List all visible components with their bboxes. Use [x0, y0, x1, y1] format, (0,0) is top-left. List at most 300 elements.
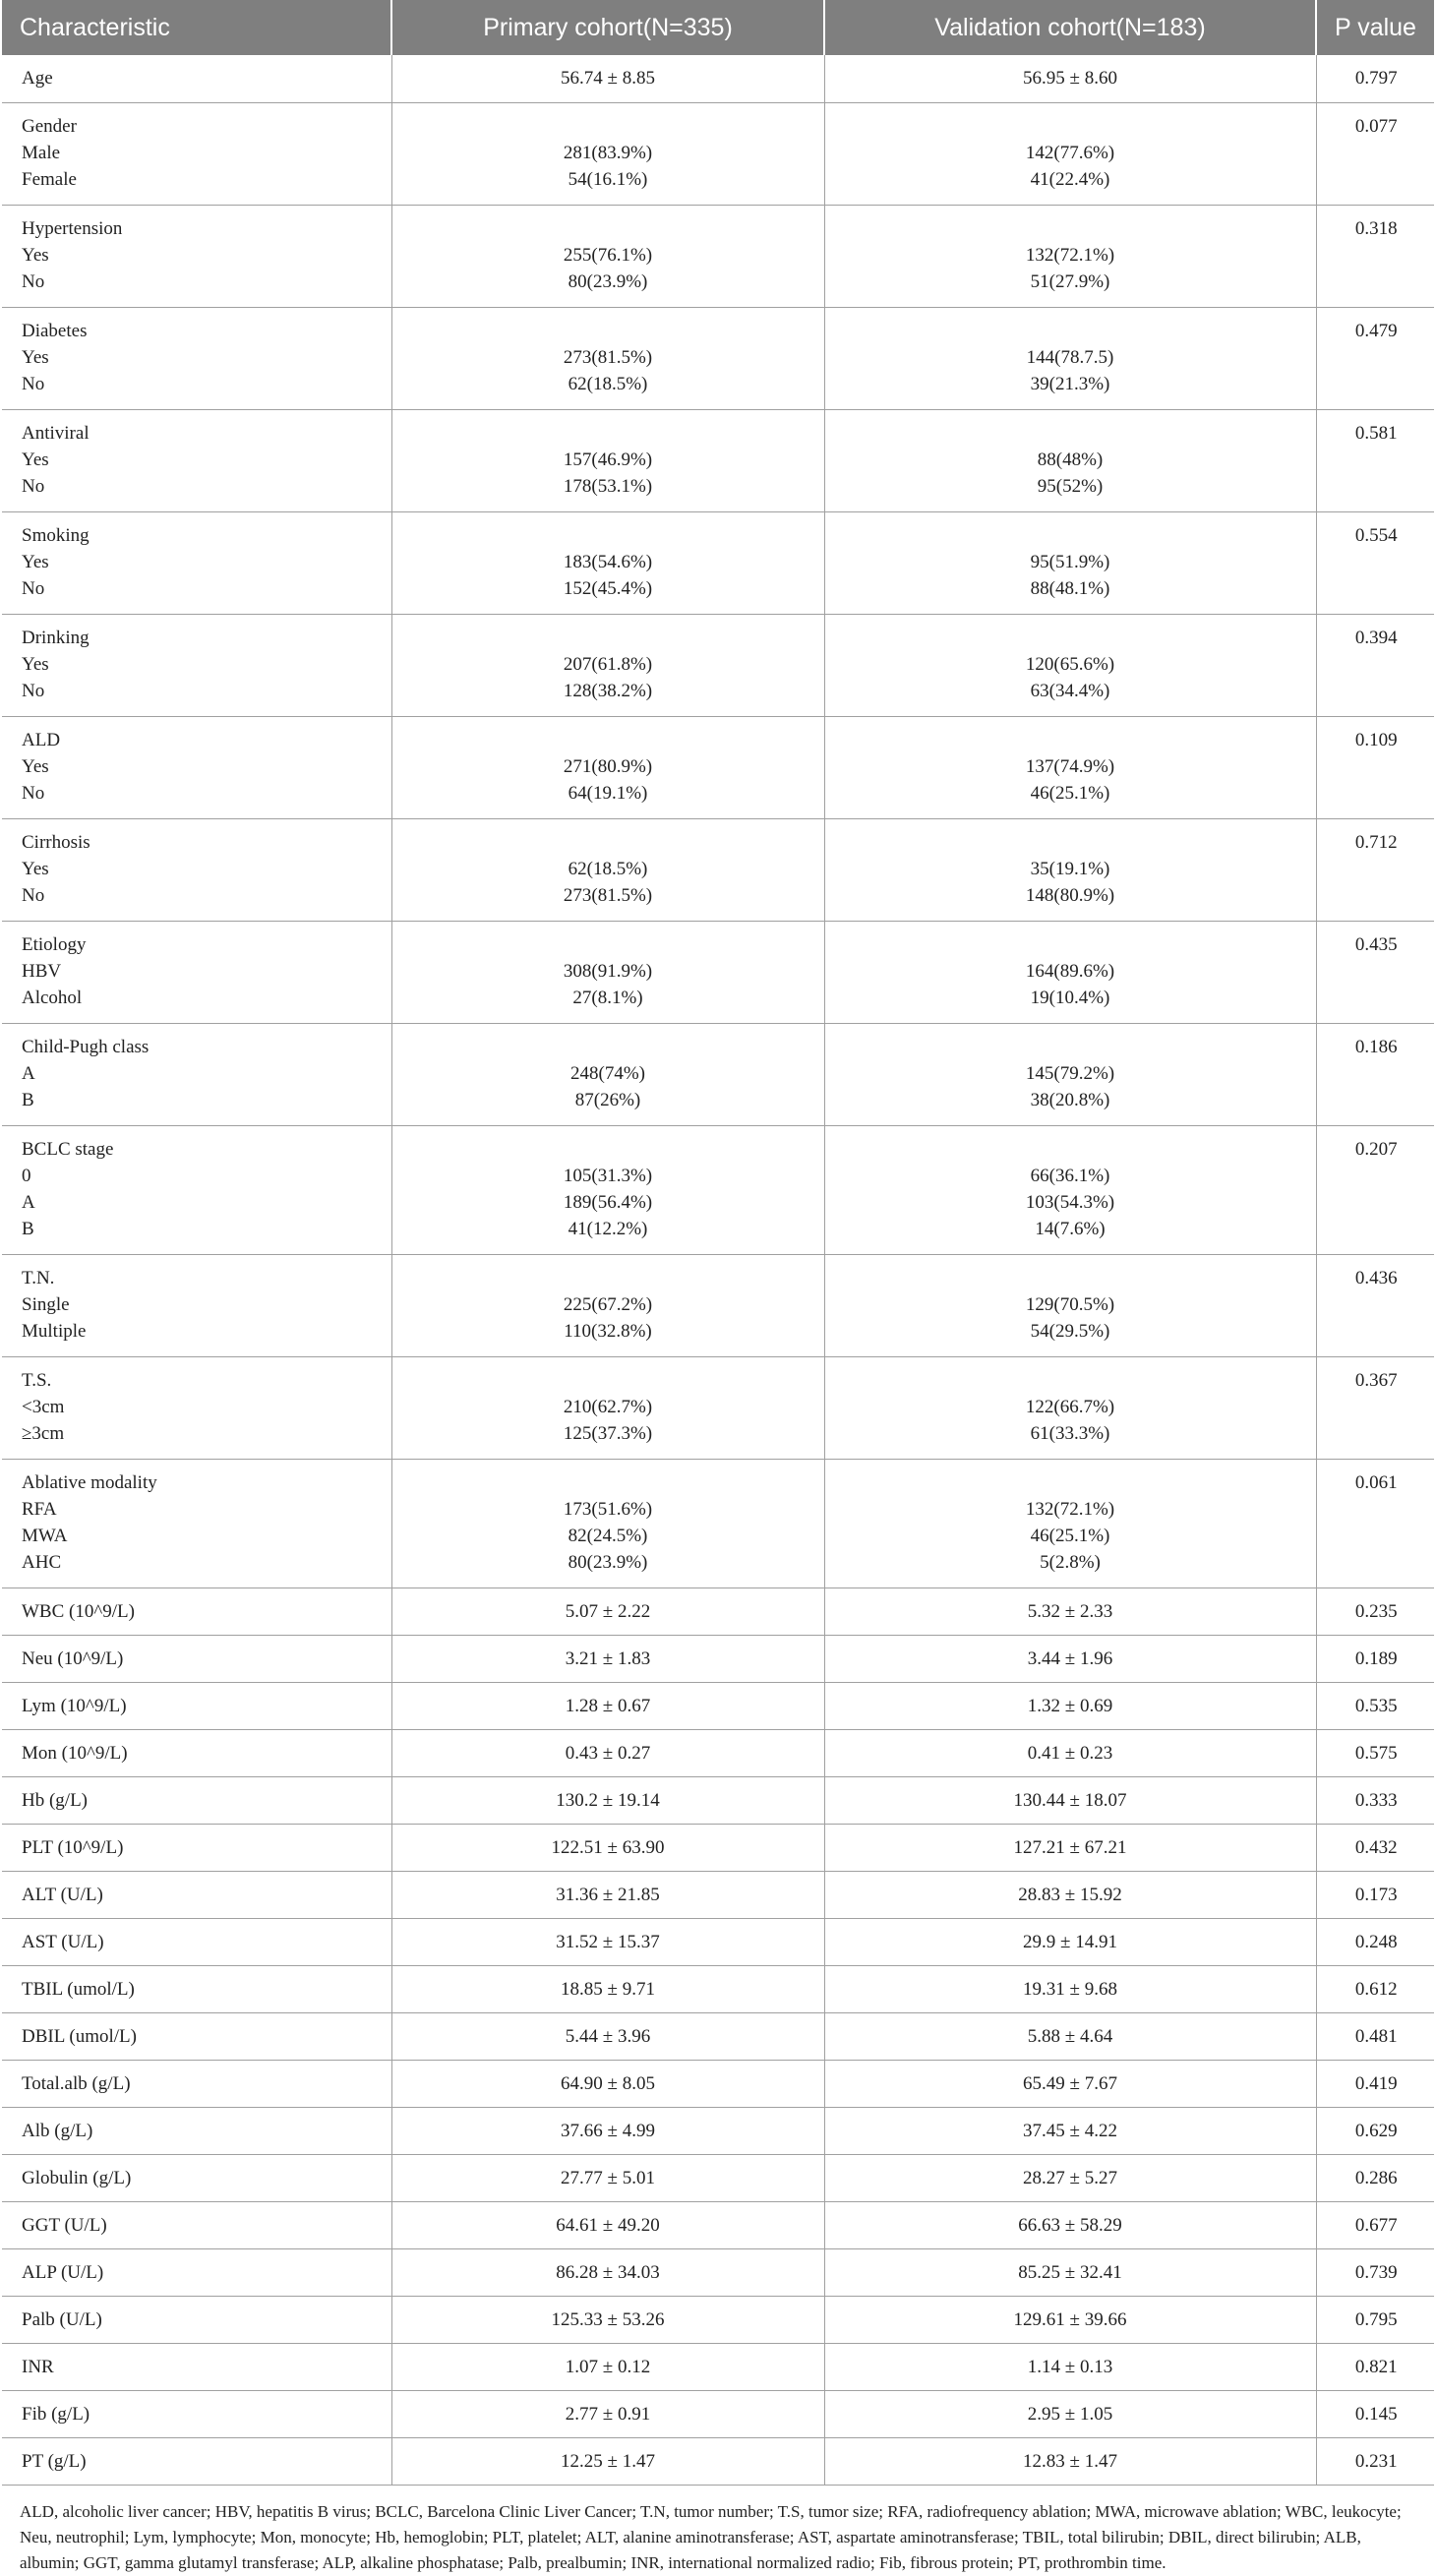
- table-row: [2, 2248, 1434, 2296]
- row-spacer: [825, 931, 1316, 958]
- table-row: [2, 1459, 1434, 1588]
- primary-value: 125(37.3%): [563, 1422, 653, 1444]
- validation-value: 51(27.9%): [1030, 270, 1110, 292]
- validation-cohort-cell: [824, 1459, 1316, 1588]
- p-value: 0.318: [1354, 217, 1398, 239]
- primary-value: 80(23.9%): [568, 1551, 648, 1573]
- table-row: [2, 1023, 1434, 1125]
- primary-value: 64(19.1%): [568, 782, 648, 804]
- validation-value: 132(72.1%): [1025, 1498, 1115, 1520]
- primary-cohort-cell: [391, 1729, 824, 1776]
- validation-value: 29.9 ± 14.91: [1023, 1931, 1117, 1952]
- p-value-cell: [1316, 921, 1434, 1023]
- row-spacer: [392, 1034, 824, 1060]
- p-value: 0.173: [1354, 1884, 1398, 1905]
- primary-value: 210(62.7%): [563, 1396, 653, 1417]
- table-row: [2, 409, 1434, 511]
- validation-value: 127.21 ± 67.21: [1013, 1836, 1127, 1858]
- characteristic-cell: [2, 818, 391, 921]
- primary-value: 12.25 ± 1.47: [561, 2450, 655, 2472]
- validation-cohort-cell: [824, 1588, 1316, 1635]
- validation-value: 130.44 ± 18.07: [1013, 1789, 1127, 1811]
- validation-value: 142(77.6%): [1025, 142, 1115, 163]
- row-spacer: [825, 318, 1316, 344]
- p-value-cell: [1316, 1635, 1434, 1682]
- validation-cohort-cell: [824, 614, 1316, 716]
- validation-value: 0.41 ± 0.23: [1027, 1742, 1113, 1764]
- primary-value: 82(24.5%): [568, 1525, 648, 1546]
- characteristic-cell: [2, 2154, 391, 2201]
- primary-value: 87(26%): [574, 1089, 641, 1110]
- header-row: [2, 0, 1434, 55]
- table-row: [2, 2012, 1434, 2060]
- validation-cohort-cell: [824, 1918, 1316, 1965]
- validation-cohort-cell: [824, 2060, 1316, 2107]
- primary-value: 2.77 ± 0.91: [565, 2403, 651, 2425]
- primary-value: 122.51 ± 63.90: [551, 1836, 665, 1858]
- validation-cohort-cell: [824, 1682, 1316, 1729]
- characteristic-label: T.N.: [22, 1267, 55, 1288]
- primary-cohort-cell: [391, 409, 824, 511]
- characteristic-cell: [2, 1682, 391, 1729]
- primary-cohort-cell: [391, 2154, 824, 2201]
- characteristic-cell: [2, 1356, 391, 1459]
- p-value: 0.367: [1354, 1369, 1398, 1391]
- primary-value: 62(18.5%): [568, 858, 648, 879]
- p-value-cell: [1316, 1125, 1434, 1254]
- p-value: 0.712: [1354, 831, 1398, 853]
- characteristic-label: Hb (g/L): [22, 1789, 89, 1811]
- header-validation-cohort: Validation cohort(N=183): [824, 0, 1316, 55]
- row-spacer: [392, 522, 824, 549]
- primary-value: 248(74%): [570, 1062, 645, 1084]
- primary-value: 255(76.1%): [563, 244, 653, 266]
- subcategory-label: HBV: [22, 960, 62, 982]
- p-value: 0.419: [1354, 2072, 1398, 2094]
- validation-value: 5.88 ± 4.64: [1027, 2025, 1113, 2047]
- characteristic-label: AST (U/L): [22, 1931, 104, 1952]
- p-value-cell: [1316, 2107, 1434, 2154]
- validation-cohort-cell: [824, 818, 1316, 921]
- p-value: 0.739: [1354, 2261, 1398, 2283]
- validation-value: 95(51.9%): [1030, 551, 1110, 572]
- subcategory-label: Yes: [22, 244, 49, 266]
- characteristic-label: Smoking: [22, 524, 90, 546]
- p-value-cell: [1316, 409, 1434, 511]
- primary-value: 271(80.9%): [563, 755, 653, 777]
- characteristic-cell: [2, 2296, 391, 2343]
- row-spacer: [825, 727, 1316, 753]
- p-value: 0.248: [1354, 1931, 1398, 1952]
- table-row: [2, 1356, 1434, 1459]
- validation-value: 46(25.1%): [1030, 1525, 1110, 1546]
- validation-value: 88(48.1%): [1030, 577, 1110, 599]
- primary-cohort-cell: [391, 818, 824, 921]
- validation-value: 103(54.3%): [1025, 1191, 1115, 1213]
- primary-value: 273(81.5%): [563, 884, 653, 906]
- validation-value: 122(66.7%): [1025, 1396, 1115, 1417]
- validation-cohort-cell: [824, 716, 1316, 818]
- p-value: 0.795: [1354, 2308, 1398, 2330]
- p-value-cell: [1316, 716, 1434, 818]
- validation-value: 35(19.1%): [1030, 858, 1110, 879]
- characteristic-label: Fib (g/L): [22, 2403, 90, 2425]
- characteristic-cell: [2, 2343, 391, 2390]
- p-value-cell: [1316, 102, 1434, 205]
- validation-cohort-cell: [824, 409, 1316, 511]
- table-row: [2, 1125, 1434, 1254]
- characteristic-label: Child-Pugh class: [22, 1036, 150, 1057]
- validation-value: 129(70.5%): [1025, 1293, 1115, 1315]
- primary-cohort-cell: [391, 2248, 824, 2296]
- table-row: [2, 2390, 1434, 2437]
- subcategory-label: Yes: [22, 449, 49, 470]
- characteristic-cell: [2, 2437, 391, 2485]
- primary-value: 178(53.1%): [563, 475, 653, 497]
- validation-value: 56.95 ± 8.60: [1023, 68, 1117, 89]
- validation-value: 61(33.3%): [1030, 1422, 1110, 1444]
- characteristic-cell: [2, 409, 391, 511]
- p-value: 0.575: [1354, 1742, 1398, 1764]
- subcategory-label: AHC: [22, 1551, 62, 1573]
- primary-value: 207(61.8%): [563, 653, 653, 675]
- validation-value: 1.32 ± 0.69: [1027, 1695, 1113, 1716]
- primary-cohort-cell: [391, 1682, 824, 1729]
- primary-value: 5.44 ± 3.96: [565, 2025, 651, 2047]
- p-value: 0.677: [1354, 2214, 1398, 2236]
- validation-value: 95(52%): [1037, 475, 1104, 497]
- subcategory-label: Yes: [22, 755, 49, 777]
- primary-value: 110(32.8%): [564, 1320, 652, 1342]
- validation-value: 120(65.6%): [1025, 653, 1115, 675]
- p-value-cell: [1316, 1023, 1434, 1125]
- p-value-cell: [1316, 818, 1434, 921]
- primary-value: 3.21 ± 1.83: [565, 1647, 651, 1669]
- row-spacer: [825, 1034, 1316, 1060]
- primary-cohort-cell: [391, 1254, 824, 1356]
- p-value-cell: [1316, 511, 1434, 614]
- characteristic-cell: [2, 2390, 391, 2437]
- validation-value: 14(7.6%): [1035, 1218, 1106, 1239]
- validation-value: 37.45 ± 4.22: [1023, 2120, 1117, 2141]
- primary-cohort-cell: [391, 205, 824, 307]
- p-value-cell: [1316, 2012, 1434, 2060]
- p-value: 0.394: [1354, 627, 1398, 648]
- validation-cohort-cell: [824, 1356, 1316, 1459]
- validation-cohort-cell: [824, 2012, 1316, 2060]
- table-row: [2, 2296, 1434, 2343]
- validation-value: 63(34.4%): [1030, 680, 1110, 701]
- row-spacer: [825, 1265, 1316, 1291]
- primary-value: 27(8.1%): [572, 987, 643, 1008]
- characteristic-label: Lym (10^9/L): [22, 1695, 127, 1716]
- primary-value: 273(81.5%): [563, 346, 653, 368]
- primary-cohort-cell: [391, 2390, 824, 2437]
- row-spacer: [825, 522, 1316, 549]
- characteristic-label: Hypertension: [22, 217, 123, 239]
- row-spacer: [392, 1265, 824, 1291]
- characteristic-label: PLT (10^9/L): [22, 1836, 124, 1858]
- p-value: 0.554: [1354, 524, 1398, 546]
- characteristic-cell: [2, 2060, 391, 2107]
- p-value: 0.436: [1354, 1267, 1398, 1288]
- validation-value: 85.25 ± 32.41: [1018, 2261, 1122, 2283]
- p-value-cell: [1316, 1459, 1434, 1588]
- validation-cohort-cell: [824, 205, 1316, 307]
- row-spacer: [392, 318, 824, 344]
- primary-value: 31.36 ± 21.85: [556, 1884, 660, 1905]
- characteristics-table: [2, 0, 1434, 2486]
- validation-cohort-cell: [824, 55, 1316, 102]
- characteristic-label: T.S.: [22, 1369, 52, 1391]
- primary-value: 27.77 ± 5.01: [561, 2167, 655, 2188]
- characteristic-cell: [2, 2201, 391, 2248]
- primary-cohort-cell: [391, 1824, 824, 1871]
- table-row: [2, 2107, 1434, 2154]
- validation-value: 66.63 ± 58.29: [1018, 2214, 1122, 2236]
- primary-value: 18.85 ± 9.71: [561, 1978, 655, 2000]
- table-row: [2, 1254, 1434, 1356]
- validation-cohort-cell: [824, 511, 1316, 614]
- primary-cohort-cell: [391, 1125, 824, 1254]
- validation-value: 46(25.1%): [1030, 782, 1110, 804]
- characteristic-label: Antiviral: [22, 422, 90, 444]
- table-row: [2, 511, 1434, 614]
- table-row: [2, 102, 1434, 205]
- validation-value: 2.95 ± 1.05: [1027, 2403, 1113, 2425]
- characteristic-label: Palb (U/L): [22, 2308, 102, 2330]
- characteristic-label: WBC (10^9/L): [22, 1600, 135, 1622]
- p-value-cell: [1316, 1871, 1434, 1918]
- p-value-cell: [1316, 1729, 1434, 1776]
- primary-value: 130.2 ± 19.14: [556, 1789, 660, 1811]
- p-value-cell: [1316, 2060, 1434, 2107]
- characteristic-cell: [2, 1588, 391, 1635]
- row-spacer: [825, 1469, 1316, 1496]
- subcategory-label: No: [22, 680, 45, 701]
- table-row: [2, 2343, 1434, 2390]
- primary-cohort-cell: [391, 1871, 824, 1918]
- p-value: 0.189: [1354, 1647, 1398, 1669]
- validation-cohort-cell: [824, 1023, 1316, 1125]
- p-value: 0.286: [1354, 2167, 1398, 2188]
- characteristic-label: Gender: [22, 115, 77, 137]
- validation-value: 28.83 ± 15.92: [1018, 1884, 1122, 1905]
- table-row: [2, 2154, 1434, 2201]
- subcategory-label: A: [22, 1062, 35, 1084]
- characteristic-cell: [2, 1965, 391, 2012]
- table-row: [2, 55, 1434, 102]
- primary-cohort-cell: [391, 1776, 824, 1824]
- primary-cohort-cell: [391, 2296, 824, 2343]
- row-spacer: [825, 420, 1316, 447]
- header-p-value: P value: [1316, 0, 1434, 55]
- row-spacer: [825, 113, 1316, 140]
- characteristic-label: Ablative modality: [22, 1471, 157, 1493]
- characteristic-label: Alb (g/L): [22, 2120, 93, 2141]
- p-value: 0.535: [1354, 1695, 1398, 1716]
- characteristic-cell: [2, 55, 391, 102]
- characteristic-label: ALT (U/L): [22, 1884, 103, 1905]
- characteristic-label: Cirrhosis: [22, 831, 90, 853]
- table-row: [2, 1635, 1434, 1682]
- primary-cohort-cell: [391, 921, 824, 1023]
- primary-cohort-cell: [391, 2343, 824, 2390]
- validation-cohort-cell: [824, 1125, 1316, 1254]
- subcategory-label: MWA: [22, 1525, 68, 1546]
- p-value: 0.479: [1354, 320, 1398, 341]
- primary-value: 54(16.1%): [568, 168, 648, 190]
- subcategory-label: B: [22, 1218, 34, 1239]
- validation-cohort-cell: [824, 102, 1316, 205]
- row-spacer: [392, 625, 824, 651]
- validation-value: 28.27 ± 5.27: [1023, 2167, 1117, 2188]
- primary-cohort-cell: [391, 2201, 824, 2248]
- primary-value: 173(51.6%): [563, 1498, 653, 1520]
- p-value: 0.629: [1354, 2120, 1398, 2141]
- validation-cohort-cell: [824, 2343, 1316, 2390]
- characteristic-cell: [2, 1871, 391, 1918]
- p-value: 0.186: [1354, 1036, 1398, 1057]
- p-value: 0.581: [1354, 422, 1398, 444]
- characteristic-cell: [2, 511, 391, 614]
- table-row: [2, 1776, 1434, 1824]
- primary-value: 41(12.2%): [568, 1218, 648, 1239]
- table-row: [2, 1871, 1434, 1918]
- subcategory-label: No: [22, 270, 45, 292]
- p-value: 0.145: [1354, 2403, 1398, 2425]
- validation-value: 145(79.2%): [1025, 1062, 1115, 1084]
- characteristic-cell: [2, 2107, 391, 2154]
- primary-value: 281(83.9%): [563, 142, 653, 163]
- p-value-cell: [1316, 1965, 1434, 2012]
- validation-value: 148(80.9%): [1025, 884, 1115, 906]
- p-value-cell: [1316, 307, 1434, 409]
- table-row: [2, 205, 1434, 307]
- primary-cohort-cell: [391, 2060, 824, 2107]
- primary-cohort-cell: [391, 1023, 824, 1125]
- row-spacer: [392, 829, 824, 856]
- validation-value: 132(72.1%): [1025, 244, 1115, 266]
- primary-cohort-cell: [391, 1588, 824, 1635]
- characteristic-cell: [2, 1824, 391, 1871]
- subcategory-label: ≥3cm: [22, 1422, 65, 1444]
- p-value: 0.435: [1354, 933, 1398, 955]
- subcategory-label: RFA: [22, 1498, 57, 1520]
- table-row: [2, 1588, 1434, 1635]
- validation-cohort-cell: [824, 2296, 1316, 2343]
- p-value-cell: [1316, 1682, 1434, 1729]
- validation-value: 137(74.9%): [1025, 755, 1115, 777]
- table-row: [2, 716, 1434, 818]
- validation-value: 39(21.3%): [1030, 373, 1110, 394]
- primary-value: 64.90 ± 8.05: [561, 2072, 655, 2094]
- subcategory-label: No: [22, 782, 45, 804]
- validation-value: 65.49 ± 7.67: [1023, 2072, 1117, 2094]
- validation-cohort-cell: [824, 2201, 1316, 2248]
- primary-cohort-cell: [391, 1965, 824, 2012]
- primary-value: 125.33 ± 53.26: [551, 2308, 665, 2330]
- p-value-cell: [1316, 2248, 1434, 2296]
- p-value-cell: [1316, 2390, 1434, 2437]
- validation-value: 12.83 ± 1.47: [1023, 2450, 1117, 2472]
- primary-value: 105(31.3%): [563, 1165, 653, 1186]
- subcategory-label: Yes: [22, 653, 49, 675]
- table-row: [2, 1965, 1434, 2012]
- subcategory-label: No: [22, 577, 45, 599]
- p-value-cell: [1316, 2201, 1434, 2248]
- characteristic-label: Globulin (g/L): [22, 2167, 132, 2188]
- characteristic-cell: [2, 716, 391, 818]
- primary-cohort-cell: [391, 511, 824, 614]
- p-value: 0.231: [1354, 2450, 1398, 2472]
- characteristic-label: INR: [22, 2356, 54, 2377]
- validation-cohort-cell: [824, 307, 1316, 409]
- p-value-cell: [1316, 205, 1434, 307]
- row-spacer: [392, 727, 824, 753]
- p-value: 0.061: [1354, 1471, 1398, 1493]
- p-value-cell: [1316, 2343, 1434, 2390]
- primary-value: 189(56.4%): [563, 1191, 653, 1213]
- validation-cohort-cell: [824, 2154, 1316, 2201]
- table-row: [2, 2060, 1434, 2107]
- p-value-cell: [1316, 55, 1434, 102]
- characteristic-label: ALP (U/L): [22, 2261, 104, 2283]
- validation-value: 1.14 ± 0.13: [1027, 2356, 1113, 2377]
- characteristic-cell: [2, 1254, 391, 1356]
- characteristic-label: Drinking: [22, 627, 90, 648]
- subcategory-label: 0: [22, 1165, 31, 1186]
- header-primary-cohort: Primary cohort(N=335): [391, 0, 824, 55]
- primary-value: 80(23.9%): [568, 270, 648, 292]
- validation-cohort-cell: [824, 1729, 1316, 1776]
- primary-value: 56.74 ± 8.85: [561, 68, 655, 89]
- row-spacer: [392, 420, 824, 447]
- table-row: [2, 1729, 1434, 1776]
- primary-value: 5.07 ± 2.22: [565, 1600, 651, 1622]
- validation-value: 3.44 ± 1.96: [1027, 1647, 1113, 1669]
- validation-value: 41(22.4%): [1030, 168, 1110, 190]
- validation-cohort-cell: [824, 2390, 1316, 2437]
- table-row: [2, 2201, 1434, 2248]
- subcategory-label: Multiple: [22, 1320, 87, 1342]
- p-value: 0.235: [1354, 1600, 1398, 1622]
- p-value-cell: [1316, 1254, 1434, 1356]
- validation-cohort-cell: [824, 2107, 1316, 2154]
- p-value-cell: [1316, 1588, 1434, 1635]
- subcategory-label: B: [22, 1089, 34, 1110]
- primary-value: 308(91.9%): [563, 960, 653, 982]
- table-row: [2, 307, 1434, 409]
- validation-cohort-cell: [824, 1635, 1316, 1682]
- p-value: 0.207: [1354, 1138, 1398, 1160]
- characteristic-label: Total.alb (g/L): [22, 2072, 131, 2094]
- p-value-cell: [1316, 2154, 1434, 2201]
- validation-cohort-cell: [824, 1824, 1316, 1871]
- validation-value: 129.61 ± 39.66: [1013, 2308, 1127, 2330]
- primary-value: 1.07 ± 0.12: [565, 2356, 651, 2377]
- subcategory-label: Yes: [22, 551, 49, 572]
- validation-cohort-cell: [824, 1965, 1316, 2012]
- characteristic-cell: [2, 1918, 391, 1965]
- characteristic-label: Age: [22, 68, 53, 89]
- p-value-cell: [1316, 1824, 1434, 1871]
- validation-value: 66(36.1%): [1030, 1165, 1110, 1186]
- row-spacer: [392, 113, 824, 140]
- validation-cohort-cell: [824, 1776, 1316, 1824]
- validation-value: 19(10.4%): [1030, 987, 1110, 1008]
- characteristic-cell: [2, 921, 391, 1023]
